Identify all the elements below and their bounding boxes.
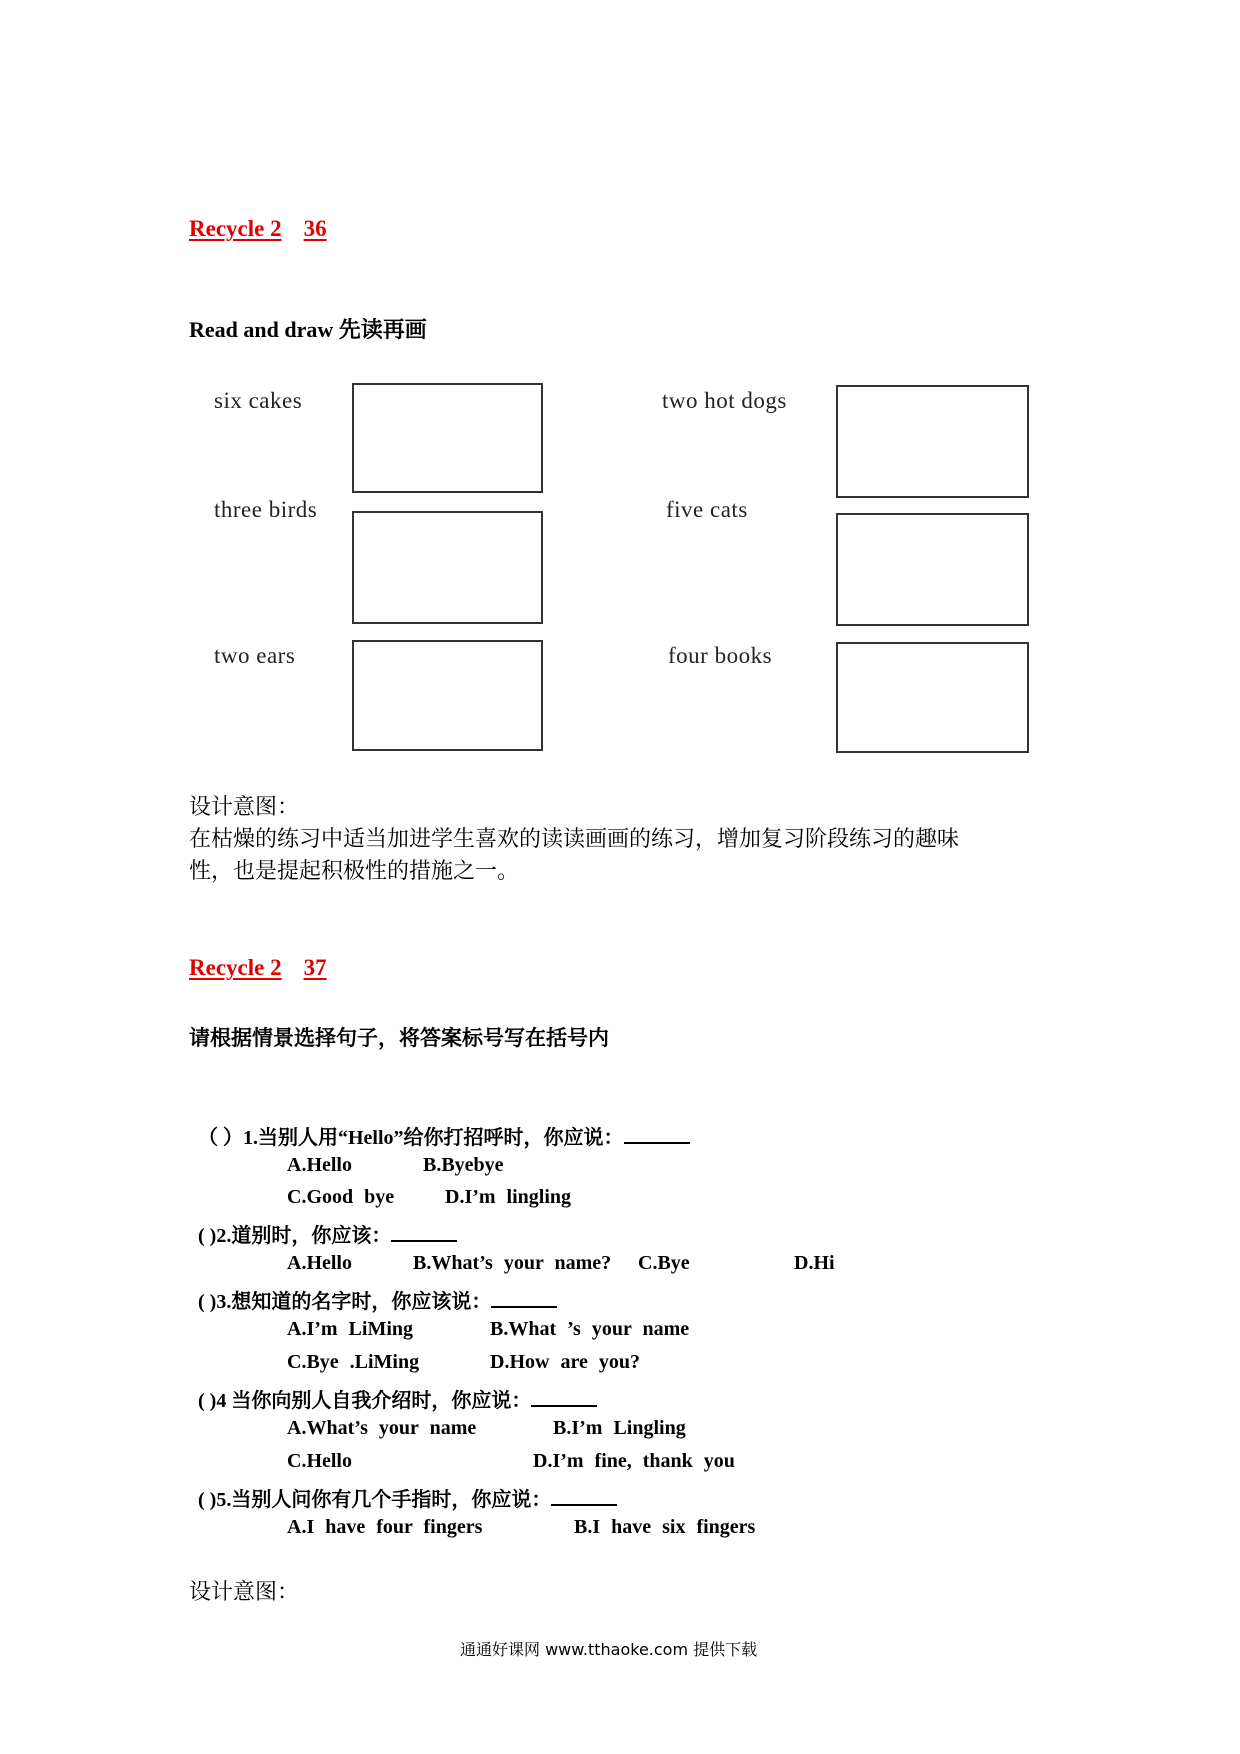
q3-option-c: C.Bye .LiMing <box>287 1351 420 1373</box>
answer-paren[interactable]: ( ) <box>198 1291 217 1313</box>
drawing-box-six-cakes[interactable] <box>352 383 543 493</box>
answer-paren[interactable]: （ ） <box>198 1127 243 1149</box>
drawing-box-four-books[interactable] <box>836 642 1029 753</box>
question-5 <box>198 1483 617 1512</box>
q4-option-a: A.What’s your name <box>287 1417 477 1439</box>
q3-option-a: A.I’m LiMing <box>287 1318 413 1340</box>
q5-option-a: A.I have four fingers <box>287 1516 483 1538</box>
page-footer: 通通好课网 www.tthaoke.com 提供下载 <box>460 1640 758 1659</box>
choice-instruction: 请根据情景选择句子，将答案标号写在括号内 <box>189 1026 609 1050</box>
draw-label-five-cats: five cats <box>666 497 748 522</box>
draw-label-three-birds: three birds <box>214 497 318 522</box>
q2-option-c: C.Bye <box>638 1252 690 1274</box>
question-text: 3.想知道的名字时，你应该说： <box>216 1291 492 1313</box>
drawing-box-five-cats[interactable] <box>836 513 1029 626</box>
q1-option-c: C.Good bye <box>287 1186 395 1208</box>
draw-label-four-books: four books <box>668 643 773 668</box>
question-2 <box>198 1219 457 1248</box>
draw-label-two-hot-dogs: two hot dogs <box>662 388 787 413</box>
answer-blank[interactable] <box>551 1486 617 1506</box>
q2-option-d: D.Hi <box>794 1252 835 1274</box>
question-1 <box>198 1121 690 1150</box>
drawing-box-two-ears[interactable] <box>352 640 543 751</box>
draw-label-two-ears: two ears <box>214 643 296 668</box>
answer-paren[interactable]: ( ) <box>198 1225 217 1247</box>
question-3 <box>198 1285 557 1314</box>
question-text: 4 当你向别人自我介绍时，你应说： <box>216 1390 532 1412</box>
section-heading-36: Recycle 2 36 <box>189 216 327 241</box>
q2-option-a: A.Hello <box>287 1252 352 1274</box>
answer-blank[interactable] <box>391 1222 457 1242</box>
answer-paren[interactable]: ( ) <box>198 1390 217 1412</box>
question-text: 5.当别人问你有几个手指时，你应说： <box>216 1489 552 1511</box>
section-heading-37: Recycle 2 37 <box>189 955 327 980</box>
drawing-box-three-birds[interactable] <box>352 511 543 624</box>
question-text: 2.道别时，你应该： <box>216 1225 392 1247</box>
q3-option-d: D.How are you? <box>490 1351 640 1373</box>
q4-option-c: C.Hello <box>287 1450 352 1472</box>
design-intent-text-line1: 在枯燥的练习中适当加进学生喜欢的读读画画的练习，增加复习阶段练习的趣味 <box>189 827 960 852</box>
design-intent-label: 设计意图： <box>189 795 300 820</box>
drawing-box-two-hot-dogs[interactable] <box>836 385 1029 498</box>
design-intent-label-2: 设计意图： <box>189 1580 300 1605</box>
q1-option-b: B.Byebye <box>423 1154 504 1176</box>
q4-option-d: D.I’m fine, thank you <box>533 1450 735 1472</box>
q2-option-b: B.What’s your name? <box>413 1252 612 1274</box>
q1-option-a: A.Hello <box>287 1154 352 1176</box>
answer-blank[interactable] <box>491 1288 557 1308</box>
answer-paren[interactable]: ( ) <box>198 1489 217 1511</box>
answer-blank[interactable] <box>624 1124 690 1144</box>
design-intent-text-line2: 性，也是提起积极性的措施之一。 <box>189 859 520 884</box>
draw-label-six-cakes: six cakes <box>214 388 303 413</box>
q3-option-b: B.What ’s your name <box>490 1318 690 1340</box>
q1-option-d: D.I’m lingling <box>445 1186 572 1208</box>
q5-option-b: B.I have six fingers <box>574 1516 756 1538</box>
answer-blank[interactable] <box>531 1387 597 1407</box>
q4-option-b: B.I’m Lingling <box>553 1417 686 1439</box>
read-and-draw-title: Read and draw 先读再画 <box>189 317 427 342</box>
question-4 <box>198 1384 597 1413</box>
question-text: 1.当别人用“Hello”给你打招呼时，你应说： <box>243 1127 624 1149</box>
